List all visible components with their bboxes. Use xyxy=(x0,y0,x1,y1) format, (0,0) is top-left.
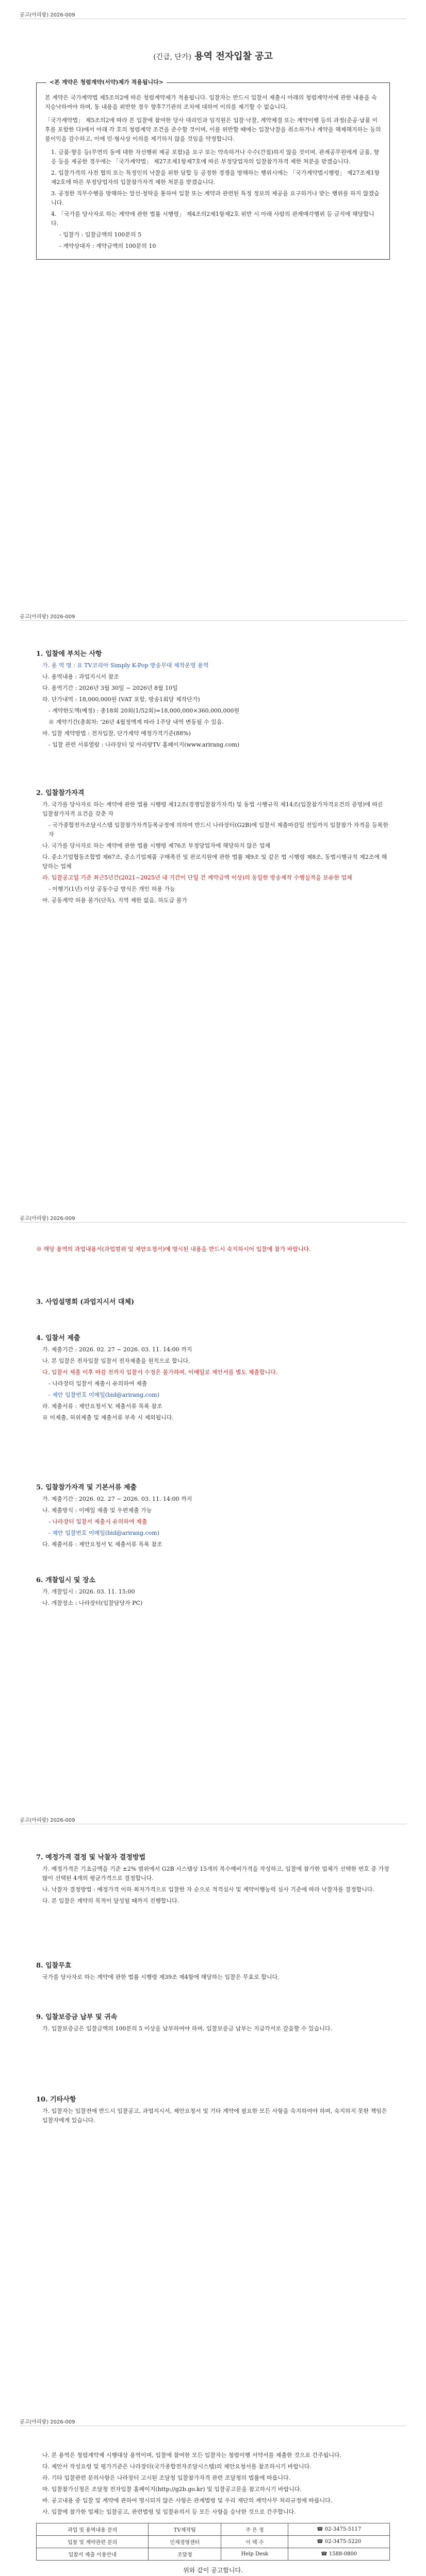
integrity-box-text: 본 계약은 국가계약법 제5조의2에 따른 청렴계약제가 적용됩니다. 입찰자는 반드시 입찰서 제출시 아래의 청렴계약서에 관한 내용을 숙지승낙하여야 하며, 동 내용을 위반한 경우 향후7기관의 조치에 대하여 이의를 제기할 수 없습니다. xyxy=(45,94,377,110)
s10-text: 가. 입찰자는 입찰전에 반드시 입찰공고, 과업지시서, 제안요청서 및 기타 계약에 필요한 모든 사항을 숙지하여야 하며, 숙지하지 못한 책임은 입찰자에게 있습니다. xyxy=(42,2108,387,2124)
s4-item-1: 가. 제출기간 : 2026. 02. 27 ~ 2026. 03. 11. 14:00 까지 xyxy=(42,1346,192,1353)
contact-phone: ☎ 02-3475-5220 xyxy=(288,2536,390,2548)
contact-table xyxy=(36,2523,390,2561)
s2-item-2: - 국가종합전자조달시스템 입찰참가자격등록규정에 의하여 반드시 나라장터(G2B)에 입찰서 제출마감일 전일까지 입찰참가 자격을 등록한 자 xyxy=(48,822,389,838)
s6-item-1: 가. 개찰일시 : 2026. 03. 11. 15:00 xyxy=(42,1588,135,1595)
s4-item-3: 다. 입찰서 제출 이후 마감 전까지 입찰서 수정은 불가하며, 이메일로 제안서를 별도 제출합니다. xyxy=(42,1369,278,1376)
integrity-item-4: 4. 「국가를 당사자로 하는 계약에 관한 법률 시행령」 제4조의2제1항제2호 위반 시 아래 사람의 관계매각행위 등 금지에 해당합니다. xyxy=(51,211,374,227)
section-4-title: 4. 입찰서 제출 xyxy=(36,1334,80,1342)
section-1-title: 1. 입찰에 부치는 사항 xyxy=(36,650,102,658)
contact-person: 이 택 수 xyxy=(221,2536,288,2548)
contact-row xyxy=(37,2548,390,2561)
integrity-box-title: <본 계약은 청렴계약(서약)제가 적용됩니다> xyxy=(46,78,167,87)
section-7 xyxy=(36,1852,390,1908)
contact-row xyxy=(37,2536,390,2548)
s1-item-5: - 계약한도액(예정) : 총18회 20회(1/52회)=18,000,000×360,000,000원 xyxy=(48,707,240,714)
section-4 xyxy=(36,1332,390,1425)
contact-person: 주 은 정 xyxy=(221,2523,288,2536)
section-6-title: 6. 개찰일시 및 장소 xyxy=(36,1577,96,1584)
contact-topic: 과업 및 용역내용 문의 xyxy=(37,2523,149,2536)
page-header: 공고(아리랑) 2026-009 xyxy=(20,614,75,620)
section-2-title: 2. 입찰참가자격 xyxy=(36,789,85,797)
integrity-item-1: 1. 금품·향응 등(무연의 동에 대한 자선행위 제공 포함)을 요구 또는 약속하거나 수수(간접)하지 않을 것이며, 관계공무원에게 금품, 향응 등을 제공한 경우에는 「국가계약법」 제27조제1항제7호에 따른 부정당업자의 입찰참가자격 제한 처분을 받겠습니다. xyxy=(51,149,380,165)
s4-item-6: 라. 제출서류 : 제안요청서 V, 제출서류 목록 참조 xyxy=(42,1403,162,1410)
s2-item-5: 라. 입찰공고일 기준 최근5년간(2021~2025년 내 기간이 단일 건 계약금액 이상)의 동일한 방송제작 수행실적을 보유한 업체 xyxy=(42,874,352,881)
page-3 xyxy=(0,1204,426,1805)
section-8 xyxy=(36,1960,390,1984)
s1-item-7: 마. 입찰 계약방법 : 전자입찰, 단가계약 예정가격기준(88%) xyxy=(42,730,191,737)
section-6 xyxy=(36,1574,390,1610)
s2-item-7: 마. 공동계약 허용 불가(단독), 지역 제한 없음, 하도급 불가 xyxy=(42,897,187,904)
notice-title-main: 용역 전자입찰 공고 xyxy=(194,51,273,62)
s1-item-1: 가. 용 역 명 : 요 TV코리아 Simply K-Pop 방송무대 제작운영 용역 xyxy=(42,662,209,669)
s2-item-1: 가. 국가를 당사자로 하는 계약에 관한 법률 시행령 제12조(경쟁입찰참가자격) 및 동법 시행규칙 제14조(입찰참가자격요건의 증명)에 따른 입찰참가자격 요건을 갖춘 자 xyxy=(42,801,383,817)
integrity-item-2: 2. 입찰가격의 사전 협의 또는 특정인의 낙찰을 위한 담합 등 공정한 경쟁을 방해하는 행위시에는 「국가계약법시행령」 제27조제1항제2호에 따른 부정당업자의 입찰참가자격 제한 처분을 받겠습니다. xyxy=(51,170,380,185)
intro-text: ※ 해당 용역의 과업내용서(과업범위 및 제안요청서)에 명시된 내용을 반드시 숙지하시어 입찰에 참가 바랍니다. xyxy=(36,1246,311,1252)
section-3-title: 3. 사업설명회 (과업지시서 대체) xyxy=(36,1298,135,1306)
page-1 xyxy=(0,0,426,602)
s4-item-5: - 제안 입찰번호 이메일(bid@arirang.com) xyxy=(48,1392,160,1398)
page-header: 공고(아리랑) 2026-009 xyxy=(20,2419,75,2425)
section-10 xyxy=(36,2094,390,2127)
contact-person: Help Desk xyxy=(221,2548,288,2561)
contact-topic: 입찰서 제출 이용안내 xyxy=(37,2548,149,2561)
closing-text: 위와 같이 공고합니다. xyxy=(183,2567,243,2574)
integrity-item-5: - 입찰가 : 입찰금액의 100분의 5 xyxy=(59,231,142,238)
s2-item-6: - 이행기(1년) 이상 공동수급 방식은 개인 허용 가능 xyxy=(48,886,175,892)
integrity-item-3: 3. 공정한 직무수행을 방해하는 알선·청탁을 통하여 입찰 또는 계약과 관련된 특정 정보의 제공을 요구하거나 받는 행위를 하지 않겠습니다. xyxy=(51,190,380,206)
contact-phone: ☎ 1588-0800 xyxy=(288,2548,390,2561)
s5-item-5: 다. 제출서류 : 제안요청서 V, 제출서류 목록 참조 xyxy=(42,1541,162,1548)
page-2 xyxy=(0,602,426,1204)
s1-item-3: 다. 용역기간 : 2026년 3월 30일 ~ 2026년 8월 10일 xyxy=(42,685,178,691)
s7-item-3: 다. 본 입찰은 계약의 목적이 달성될 때까지 진행합니다. xyxy=(42,1897,179,1904)
section-10-title: 10. 기타사항 xyxy=(36,2096,76,2104)
p5-item-6: 사. 입찰에 참가한 업체는 입찰공고, 관련법령 및 입찰유의서 등 모든 사항을 승낙한 것으로 간주합니다. xyxy=(42,2509,296,2515)
section-1 xyxy=(36,648,390,752)
s5-item-3: - 나라장터 입찰서 제출시 유의하여 제출 xyxy=(48,1518,148,1525)
p5-item-5: 바. 공고내용 중 입찰 및 계약에 관하여 명시되지 않은 사항은 관계법령 및 우리 재단의 계약사무 처리규정에 따릅니다. xyxy=(42,2497,333,2504)
contact-topic: 입찰 및 계약관련 문의 xyxy=(37,2536,149,2548)
header-divider xyxy=(20,1222,406,1223)
notice-title xyxy=(36,49,390,62)
section-9-title: 9. 입찰보증금 납부 및 귀속 xyxy=(36,2013,118,2021)
s7-item-1: 가. 예정가격은 기초금액을 기준 ±2% 범위에서 G2B 시스템상 15개의 복수예비가격을 작성하고, 입찰에 참가한 업체가 선택한 번호 중 가장 많이 선택된 4개의 평균가격으로 결정합니다. xyxy=(42,1866,389,1882)
s5-item-2: 나. 제출방식 : 이메일 제출 및 우편제출 가능 xyxy=(42,1507,152,1514)
contact-dept: 인재경영센터 xyxy=(149,2536,221,2548)
page-header: 공고(아리랑) 2026-009 xyxy=(20,1818,75,1823)
contact-dept: TV제작팀 xyxy=(149,2523,221,2536)
contact-phone: ☎ 02-3475-5117 xyxy=(288,2523,390,2536)
integrity-box-border xyxy=(36,79,390,260)
notice-title-prefix: (긴급, 단가) xyxy=(153,53,191,61)
s1-item-4: 라. 단가내역 : 18,000,000원 (VAT 포함, 방송1회당 제작단가) xyxy=(42,696,200,703)
p5-item-4: 마. 입찰참가신청은 조달청 전자입찰 홈페이지(http://g2b.go.kr) 및 입찰공고문을 참고하시기 바랍니다. xyxy=(42,2486,302,2493)
page-header: 공고(아리랑) 2026-009 xyxy=(20,12,75,18)
contact-row xyxy=(37,2523,390,2536)
integrity-box-wrap xyxy=(36,79,390,260)
s1-item-6: ※ 계약기간(총회차: '26년 4월정액계 따라 1주당 내역 변동될 수 있음. xyxy=(48,719,224,725)
section-5-title: 5. 입찰참가자격 및 기본서류 제출 xyxy=(36,1484,137,1492)
section-5 xyxy=(36,1482,390,1551)
contact-dept: 조달청 xyxy=(149,2548,221,2561)
integrity-item-6: - 계약상대자 : 계약금액의 100분의 10 xyxy=(59,243,156,249)
notice-title-block xyxy=(36,49,390,62)
integrity-box xyxy=(36,79,390,260)
s2-item-3: 나. 국가를 당사자로 하는 계약에 관한 법률 시행령 제76조 부정당업자에 해당하지 않은 업체 xyxy=(42,842,270,849)
s5-item-4: - 제안 입찰번호 이메일(bid@arirang.com) xyxy=(48,1530,160,1536)
s9-text: 가. 입찰보증금은 입찰금액의 100분의 5 이상을 납부하여야 하며, 입찰보증금 납부는 지급각서로 갈음할 수 있습니다. xyxy=(42,2025,333,2032)
p5-item-3: 라. 기타 입찰관련 문의사항은 나라장터 고시된 조달청 입찰참가자격 관련 조달청의 법률에 따릅니다. xyxy=(42,2475,291,2481)
page-header: 공고(아리랑) 2026-009 xyxy=(20,1216,75,1222)
s8-text: 국가를 당사자로 하는 계약에 관한 법률 시행령 제39조 제4항에 해당하는 입찰은 무효로 합니다. xyxy=(42,1974,280,1980)
page-4 xyxy=(0,1805,426,2407)
s2-item-4: 다. 중소기업협동조합법 제67조, 중소기업제품 구매촉진 및 판로지원에 관한 법률 제9조 및 같은 법 시행령 제8조, 동법시행규칙 제2조에 해당하는 업체 xyxy=(42,854,387,870)
p5-item-1: 나. 본 용역은 청렴계약제 시행대상 용역이며, 입찰에 참여한 모든 입찰자는 청렴이행 서약서를 제출한 것으로 간주됩니다. xyxy=(42,2452,342,2459)
page-3-intro xyxy=(36,1245,390,1258)
header-divider xyxy=(20,620,406,621)
section-2 xyxy=(36,787,390,907)
s4-item-4: - 나라장터 입찰서 제출시 유의하여 제출 xyxy=(48,1380,148,1387)
p5-item-2: 다. 제안서 작성요령 및 평가기준은 나라장터(국가종합전자조달시스템)의 제안요청서를 참조하시기 바랍니다. xyxy=(42,2463,312,2470)
section-9 xyxy=(36,2011,390,2036)
s6-item-2: 나. 개찰장소 : 나라장터(입찰담당자 PC) xyxy=(42,1600,143,1606)
integrity-para: 「국가계약법」 제5조의2에 따라 본 입찰에 참여한 당사 대리인과 임직원은 입찰·낙찰, 계약체결 또는 계약이행 등의 과정(준공·납품 이후를 포함한 다)에서 아래 각 호의 청렴계약 조건을 준수할 것이며, 이를 위반할 때에는 입찰낙찰을 취소하거나 계약을 해제해지하는 등의 불이익을 감수하고, 이에 민·형사상 이의를 제기하지 않을 것임을 약정합니다. xyxy=(45,117,381,142)
section-3 xyxy=(36,1296,390,1309)
s7-item-2: 나. 낙찰자 결정방법 : 예정가격 이하 최저가격으로 입찰한 자 순으로 적격심사 및 계약이행능력 심사 기준에 따라 낙찰자를 결정합니다. xyxy=(42,1886,374,1893)
section-7-title: 7. 예정가격 결정 및 낙찰자 결정방법 xyxy=(36,1854,146,1861)
s1-item-2: 나. 용역내용 : 과업지시서 참조 xyxy=(42,673,119,680)
s5-item-1: 가. 제출기간 : 2026. 02. 27 ~ 2026. 03. 11. 14:00 까지 xyxy=(42,1496,192,1502)
section-10-cont xyxy=(36,2451,390,2576)
s4-item-2: 나. 본 입찰은 전자입찰 입찰서 전자제출을 원칙으로 합니다. xyxy=(42,1358,190,1364)
s1-item-8: - 입찰 관련 서류열람 : 나라장터 및 아리랑TV 홈페이지(www.arirang.com) xyxy=(48,741,240,748)
section-8-title: 8. 입찰무효 xyxy=(36,1962,72,1970)
s4-item-7: ※ 미제출, 허위제출 및 제출서류 부족 시 제외됩니다. xyxy=(42,1414,174,1421)
